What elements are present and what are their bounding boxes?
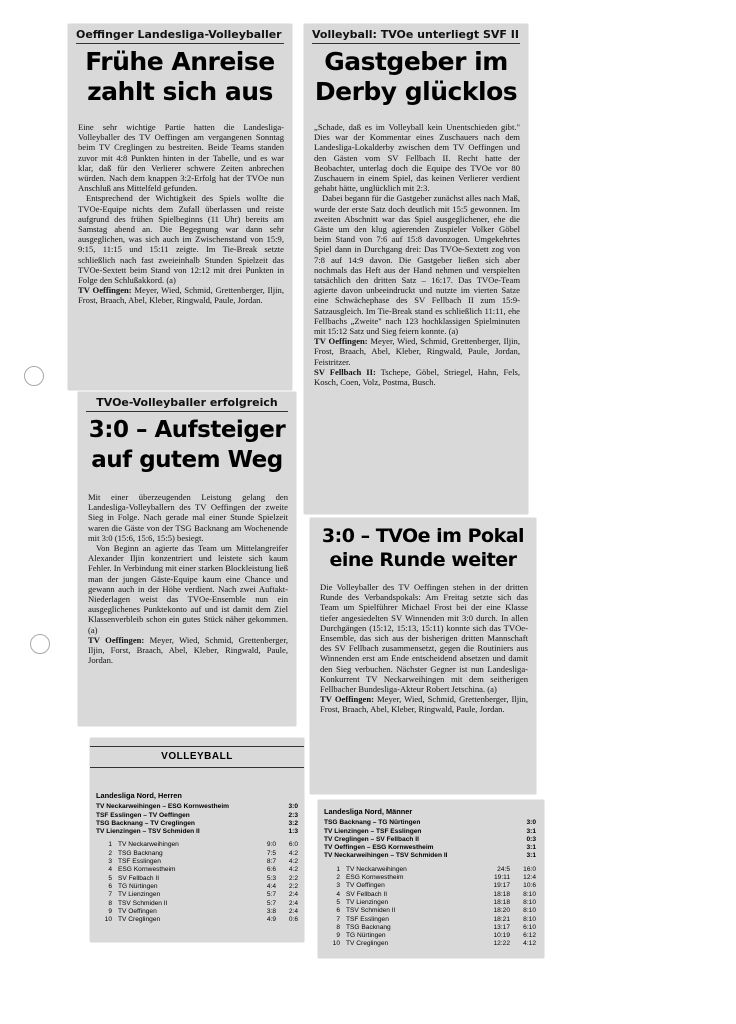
standing-sets: 24:5 [497,865,510,873]
standing-points: 2:4 [288,899,298,907]
standing-points: 6:10 [523,923,536,931]
standing-team: TG Nürtingen [118,882,158,890]
standing-points: 2:4 [288,891,298,899]
match-pairing: TV Neckarweihingen – ESG Kornwestheim [96,803,230,811]
lineup-label: TV Oeffingen: [88,634,145,645]
match-row [96,812,298,820]
punch-hole-top [24,366,44,386]
match-pairing: TV Neckarweihingen – TSV Schmiden II [324,852,448,860]
article-lineup [320,694,528,714]
standings-row [328,940,536,948]
results-table-herren [90,738,304,942]
standings-row [100,850,298,858]
standing-rank: 3 [108,858,112,866]
lineup-label: TV Oeffingen: [314,336,368,347]
standings-row [100,841,298,849]
standing-team: TV Oeffingen [118,907,157,915]
standings-row [328,882,536,890]
lineup-text: Meyer, Wied, Schmid, Grettenberger, Iljin, Frost, Braach, Abel, Kleber, Ringwald, Paule, Jordan, Feistritzer. [314,336,520,367]
standings-row [328,891,536,899]
standings-row [100,916,298,924]
lineup-label: TV Oeffingen: [78,285,132,296]
kicker-rule [76,43,284,44]
standing-team: TSG Backnang [118,849,163,857]
standing-rank: 2 [336,874,340,882]
standings-row [328,874,536,882]
standing-sets: 19:17 [493,882,510,890]
standing-rank: 4 [336,890,340,898]
standing-points: 16:0 [523,865,536,873]
standing-points: 8:10 [523,907,536,915]
article-body [88,492,288,665]
standing-points: 4:2 [288,858,298,866]
article-kicker: TVOe-Volleyballer erfolgreich [96,396,278,409]
standing-points: 10:6 [523,882,536,890]
match-pairing: TV Lienzingen – TSF Esslingen [324,827,422,835]
standing-points: 12:4 [523,874,536,882]
standings-table [96,792,298,924]
match-row [96,803,298,811]
standings-row [328,899,536,907]
standing-team: TV Lienzingen [346,898,389,906]
match-pairing: TV Oeffingen – ESG Kornwestheim [324,844,434,852]
standings-row [100,858,298,866]
punch-hole-bottom [30,634,50,654]
standing-team: SV Fellbach II [118,874,160,882]
standing-sets: 12:22 [493,940,510,948]
match-row [96,828,298,836]
standing-sets: 5:3 [266,874,276,882]
standing-rank: 6 [336,907,340,915]
standing-sets: 8:7 [266,858,276,866]
match-score: 3:0 [288,803,298,811]
match-score: 2:3 [288,811,298,819]
match-score: 3:1 [526,844,536,852]
article-paragraph: Eine sehr wichtige Partie hatten die Landesliga-Volleyballer des TV Oeffingen am vergangenen Sonntag beim TV Creglingen zu bestreiten. Beide Teams standen zuvor mit 4:8 Punkten hinten in der Tabelle, und es war klar, daß für den Verlierer schwere Zeiten anbrechen würden. Nach dem knappen 3:2-Erfolg hat der TVOe nun Anschluß ans Mittelfeld gefunden. [78,122,284,194]
standing-team: TV Lienzingen [118,891,161,899]
article-lineup-guest [314,367,520,387]
match-results [96,803,298,836]
standing-points: 4:2 [288,849,298,857]
standing-sets: 18:18 [493,890,510,898]
standings-row [100,891,298,899]
match-pairing: TV Creglingen – SV Fellbach II [324,835,419,843]
standing-points: 8:10 [523,890,536,898]
article-tvoe-im-pokal [310,518,536,794]
match-score: 3:1 [526,852,536,860]
standing-rank: 9 [108,907,112,915]
standing-sets: 4:9 [266,916,276,924]
lineup-label: SV Fellbach II: [314,366,376,377]
article-paragraph: Von Beginn an agierte das Team um Mittelangreifer Alexander Iljin konzentriert und leistete sich kaum Fehler. In Verbindung mit einer starken Blockleistung ließ man der jungen Gäste-Equipe kaum eine Chance und gewann auch in der Höhe verdient. Nach zwei Auftakt-Niederlagen weist das TVOe-Ensemble nun ein ausgeglichenes Punktekonto auf und ist damit dem Ziel Klassenverbleib schon ein gutes Stück näher gekommen. (a) [88,543,288,635]
standing-rank: 7 [336,915,340,923]
standing-rank: 10 [104,916,112,924]
standing-team: TSF Esslingen [346,915,389,923]
standing-rank: 1 [336,865,340,873]
article-headline-line1: 3:0 – TVOe im Pokal [321,525,525,547]
results-table-maenner [318,800,544,958]
standing-points: 4:12 [523,940,536,948]
article-headline-line2: zahlt sich aus [87,77,273,106]
standings-row [328,866,536,874]
standing-points: 0:6 [288,916,298,924]
standing-rank: 7 [108,891,112,899]
standing-team: TV Creglingen [346,940,389,948]
standing-sets: 9:0 [266,841,276,849]
article-headline-line1: Frühe Anreise [85,47,275,76]
match-pairing: TSF Esslingen – TV Oeffingen [96,811,190,819]
standing-rank: 6 [108,882,112,890]
match-row [324,852,536,860]
standing-sets: 18:21 [493,915,510,923]
standing-points: 2:4 [288,907,298,915]
article-lineup [88,635,288,666]
article-headline-line1: 3:0 – Aufsteiger [88,417,286,443]
standing-sets: 19:11 [493,874,510,882]
article-headline-line2: eine Runde weiter [329,549,517,571]
banner-title: VOLLEYBALL [161,751,233,762]
match-row [324,844,536,852]
match-row [96,820,298,828]
match-row [324,828,536,836]
article-paragraph: Die Volleyballer des TV Oeffingen stehen in der dritten Runde des Verbandspokals: Am Freitag setzte sich das Team um Spielführer Michael Frost bei der eine Klasse tiefer angesiedelten SV Winnenden mit 3:0 durch. In allen Durchgängen (15:12, 15:13, 15:11) konnte sich das TVOe-Ensemble, das sich aus der bisherigen dritten Mannschaft des SV Fellbach zusammensetzt, gegen die Routiniers aus Winnenden erst am Ende entscheidend absetzen und damit den Sieg verbuchen. Nächster Gegner ist nun Landesliga-Konkurrent TV Neckarweihingen mit dem seitherigen Fellbacher Bundesliga-Akteur Robert Jetschina. (a) [320,582,528,695]
match-row [324,836,536,844]
standing-sets: 4:4 [266,882,276,890]
article-kicker: Volleyball: TVOe unterliegt SVF II [312,28,519,41]
standing-points: 8:10 [523,898,536,906]
kicker-rule [312,43,520,44]
volleyball-banner [90,746,304,768]
standings-list [324,866,536,949]
standing-sets: 5:7 [266,899,276,907]
standing-sets: 18:20 [493,907,510,915]
article-lineup [78,285,284,305]
standing-team: TG Nürtingen [346,932,386,940]
article-body [320,582,528,715]
lineup-text: Tschepe, Göbel, Striegel, Hahn, Fels, Kosch, Coen, Volz, Postma, Busch. [314,366,521,388]
standing-rank: 2 [108,849,112,857]
standings-row [328,932,536,940]
standings-table [324,808,536,949]
article-paragraph: Entsprechend der Wichtigkeit des Spiels wollte die TVOe-Equipe nichts dem Zufall überlassen und reiste aufgrund des frühen Spielbeginns (11 Uhr) bereits am Samstag abend an. Die Begegnung war dann sehr ausgeglichen, was sich auch im Zwischenstand von 15:9, 9:15, 11:15 und 15:11 zeigte. Im Tie-Break setzte schließlich nach fast zweieinhalb Stunden Spielzeit das TVOe-Sextett beim Stand von 12:12 mit drei Punkten in Folge den Schlußakkord. (a) [78,193,284,286]
standing-sets: 3:8 [266,907,276,915]
standing-team: TV Neckarweihingen [118,841,179,849]
standing-rank: 5 [108,874,112,882]
article-headline-line2: Derby glücklos [314,77,518,106]
article-fruehe-anreise [68,24,292,390]
standings-row [328,907,536,915]
standing-rank: 8 [108,899,112,907]
standing-team: TV Oeffingen [346,882,385,890]
match-score: 0:3 [526,835,536,843]
match-pairing: TSG Backnang – TV Creglingen [96,819,195,827]
article-headline-line1: Gastgeber im [324,47,508,76]
standing-points: 8:10 [523,915,536,923]
standing-team: TV Creglingen [118,916,161,924]
standings-list [96,841,298,924]
standing-rank: 3 [336,882,340,890]
standings-row [100,875,298,883]
standing-points: 6:0 [288,841,298,849]
standing-points: 2:2 [288,882,298,890]
match-score: 3:0 [526,819,536,827]
standings-row [328,924,536,932]
standing-points: 6:12 [523,932,536,940]
standing-rank: 1 [108,841,112,849]
lineup-label: TV Oeffingen: [320,694,374,705]
standing-points: 4:2 [288,866,298,874]
article-kicker: Oeffinger Landesliga-Volleyballer [76,28,282,41]
standing-rank: 5 [336,898,340,906]
article-lineup [314,336,520,367]
standings-row [100,866,298,874]
standing-sets: 7:5 [266,849,276,857]
standing-rank: 8 [336,923,340,931]
article-aufsteiger-auf-gutem-weg [78,392,296,726]
standing-sets: 13:17 [493,923,510,931]
standing-rank: 10 [332,940,340,948]
match-results [324,819,536,860]
article-body [314,122,520,387]
lineup-text: Meyer, Wied, Schmid, Grettenberger, Iljin, Forst, Braach, Abel, Kleber, Ringwald, Paule, Jordan. [88,634,289,666]
league-title: Landesliga Nord, Herren [96,791,182,800]
standing-team: SV Fellbach II [346,890,388,898]
standing-team: TSV Schmiden II [118,899,168,907]
standing-sets: 5:7 [266,891,276,899]
match-score: 1:3 [288,828,298,836]
standing-team: ESG Kornwestheim [118,866,176,874]
standing-rank: 4 [108,866,112,874]
standing-team: TSF Esslingen [118,858,161,866]
standing-team: TSV Schmiden II [346,907,396,915]
match-row [324,819,536,827]
league-title: Landesliga Nord, Männer [324,807,413,816]
match-score: 3:1 [526,827,536,835]
standings-row [328,916,536,924]
standing-team: TV Neckarweihingen [346,865,407,873]
article-paragraph: Mit einer überzeugenden Leistung gelang den Landesliga-Volleyballern des TV Oeffingen der zweite Sieg in Folge. Nach gerade mal einer Stunde Spielzeit waren die Gäste von der TSG Backnang am Wochenende mit 3:0 (15:6, 15:6, 15:5) besiegt. [88,492,288,543]
article-gastgeber-im-derby [304,24,528,514]
standing-sets: 6:6 [266,866,276,874]
standings-row [100,883,298,891]
match-pairing: TSG Backnang – TG Nürtingen [324,819,421,827]
standing-points: 2:2 [288,874,298,882]
standings-row [100,900,298,908]
standing-rank: 9 [336,932,340,940]
kicker-rule [86,411,288,412]
lineup-text: Meyer, Wied, Schmid, Grettenberger, Iljin, Frost, Braach, Abel, Kleber, Ringwald, Paule, Jordan. [320,694,528,715]
article-headline-line2: auf gutem Weg [91,447,283,473]
standing-team: TSG Backnang [346,923,391,931]
article-paragraph: „Schade, daß es im Volleyball kein Unentschieden gibt." Dies war der Kommentar eines Zuschauers nach dem Landesliga-Lokalderby zwischen dem TV Oeffingen und den Gästen vom SV Fellbach II. Recht hatte der Beobachter, unterlag doch die Equipe des TVOe vor 80 Zuschauern in einem Spiel, das keinen Verlierer verdient gehabt hätte, unglücklich mit 2:3. [314,122,520,194]
article-paragraph: Dabei begann für die Gastgeber zunächst alles nach Maß, wurde der erste Satz doch deutlich mit 15:5 gewonnen. Im zweiten Abschnitt war das Spiel ausgeglichener, ehe die Gäste um den klug agierenden Zuspieler Volker Göbel beim Stand von 7:6 auf 15:8 davonzogen. Umgekehrtes Spiel dann in Durchgang drei: Das TVOe-Sextett zog von 7:8 auf 14:9 davon. Die Gastgeber ließen sich aber nochmals das Heft aus der Hand nehmen und verspielten tatsächlich den dritten Satz – 16:17. Das TVOe-Team agierte davon unbeeindruckt und nutzte im vierten Satze eine Schwächephase des SV Fellbach II zum 15:9-Satzausgleich. Im Tie-Break stand es schließlich 11:11, ehe Fellbachs „Zweite" nach 123 hochklassigen Spielminuten mit 15:12 Satz und Sieg feiern konnte. (a) [314,193,520,337]
standing-team: ESG Kornwestheim [346,874,404,882]
standings-row [100,908,298,916]
standing-sets: 10:19 [493,932,510,940]
article-body [78,122,284,306]
match-score: 3:2 [288,819,298,827]
match-pairing: TV Lienzingen – TSV Schmiden II [96,828,200,836]
lineup-text: Meyer, Wied, Schmid, Grettenberger, Iljin, Frost, Braach, Abel, Kleber, Ringwald, Paule, Jordan. [78,285,284,306]
standing-sets: 18:18 [493,898,510,906]
